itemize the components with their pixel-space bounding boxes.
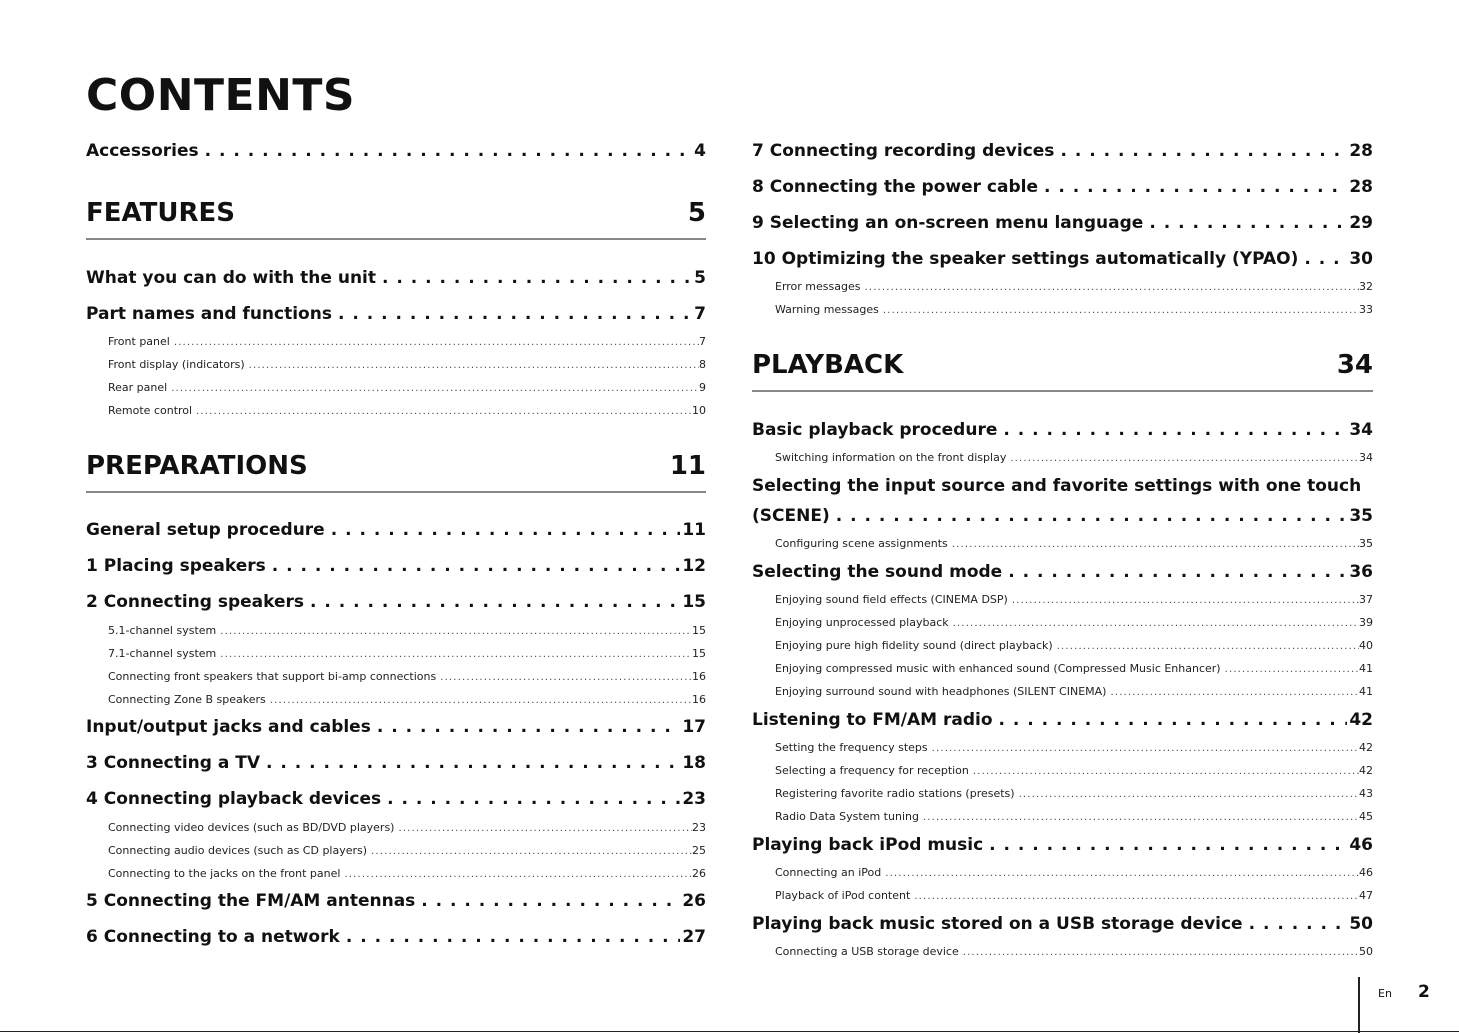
toc-subentry-title: Connecting an iPod (775, 866, 882, 879)
toc-entry[interactable] (86, 891, 706, 911)
toc-subentry-title: Connecting to the jacks on the front panel (108, 867, 341, 880)
toc-entry-page: 28 (1349, 141, 1373, 161)
toc-entry[interactable] (86, 717, 706, 737)
toc-entry-accessories[interactable] (86, 141, 706, 161)
toc-subentry-page: 23 (692, 821, 706, 834)
toc-entry[interactable] (86, 304, 706, 324)
toc-entry-title: 10 Optimizing the speaker settings automatically (YPAO) (752, 249, 1299, 269)
section-title: FEATURES (86, 198, 235, 228)
toc-subentry-title: Enjoying sound field effects (CINEMA DSP) (775, 593, 1008, 606)
toc-entry-title: Playing back music stored on a USB storage device (752, 914, 1243, 934)
section-header-features (86, 198, 706, 240)
toc-subentry-page: 16 (692, 693, 706, 706)
toc-entry-page: 18 (682, 753, 706, 773)
toc-entry-title: 2 Connecting speakers (86, 592, 305, 612)
toc-entry[interactable] (752, 141, 1373, 161)
footer-rule (0, 1031, 1459, 1032)
toc-entry-page: 34 (1349, 420, 1373, 440)
footer-language: En (1378, 987, 1392, 1000)
toc-subentry-title: Connecting a USB storage device (775, 945, 959, 958)
toc-subentry-page: 35 (1359, 537, 1373, 550)
toc-subentry-page: 16 (692, 670, 706, 683)
toc-subentry-page: 33 (1359, 303, 1373, 316)
toc-entry-title: 8 Connecting the power cable (752, 177, 1038, 197)
toc-subentry[interactable] (108, 867, 706, 880)
section-header-preparations (86, 451, 706, 493)
toc-subentry-title: Playback of iPod content (775, 889, 911, 902)
toc-subentry-page: 15 (692, 647, 706, 660)
toc-subentry[interactable] (108, 670, 706, 683)
toc-subentry-page: 47 (1359, 889, 1373, 902)
toc-entry-page: 5 (694, 268, 706, 288)
toc-subentry[interactable] (108, 647, 706, 660)
toc-entry[interactable] (752, 177, 1373, 197)
toc-subentry-page: 45 (1359, 810, 1373, 823)
toc-subentry[interactable] (108, 335, 706, 348)
toc-entry-page: 23 (682, 789, 706, 809)
toc-subentry-page: 41 (1359, 662, 1373, 675)
toc-subentry-title: Connecting Zone B speakers (108, 693, 266, 706)
toc-entry-title-line1[interactable]: Selecting the input source and favorite settings with one touch (752, 476, 1362, 496)
footer-divider (1358, 977, 1360, 1033)
toc-entry-title: 7 Connecting recording devices (752, 141, 1055, 161)
toc-entry-title: 9 Selecting an on-screen menu language (752, 213, 1144, 233)
toc-entry-title: Accessories (86, 141, 199, 161)
toc-entry-page: 42 (1349, 710, 1373, 730)
toc-subentry-title: Registering favorite radio stations (presets) (775, 787, 1015, 800)
toc-subentry[interactable] (108, 404, 706, 417)
toc-subentry[interactable] (775, 303, 1373, 316)
toc-subentry-title: Error messages (775, 280, 861, 293)
toc-entry[interactable] (752, 420, 1373, 440)
toc-entry-page: 46 (1349, 835, 1373, 855)
toc-subentry-page: 43 (1359, 787, 1373, 800)
toc-entry-page: 50 (1349, 914, 1373, 934)
toc-subentry[interactable] (775, 662, 1373, 675)
toc-subentry-page: 37 (1359, 593, 1373, 606)
toc-subentry[interactable] (108, 844, 706, 857)
toc-entry-title: What you can do with the unit (86, 268, 377, 288)
toc-subentry-title: 5.1-channel system (108, 624, 217, 637)
toc-subentry-title: Enjoying pure high fidelity sound (direct playback) (775, 639, 1053, 652)
toc-subentry-title: Warning messages (775, 303, 879, 316)
toc-subentry-page: 41 (1359, 685, 1373, 698)
section-title: PREPARATIONS (86, 451, 308, 481)
toc-subentry-page: 34 (1359, 451, 1373, 464)
section-page: 11 (669, 451, 706, 481)
toc-subentry[interactable] (775, 945, 1373, 958)
toc-entry[interactable] (752, 562, 1373, 582)
toc-entry-page: 35 (1349, 506, 1373, 526)
toc-entry[interactable] (86, 753, 706, 773)
toc-entry[interactable] (752, 506, 1373, 526)
toc-entry[interactable] (752, 213, 1373, 233)
toc-entry-title: 1 Placing speakers (86, 556, 266, 576)
section-header-playback (752, 350, 1373, 392)
toc-subentry[interactable] (775, 280, 1373, 293)
toc-subentry-title: Setting the frequency steps (775, 741, 928, 754)
toc-subentry-title: Enjoying unprocessed playback (775, 616, 949, 629)
toc-subentry-title: Connecting video devices (such as BD/DVD players) (108, 821, 395, 834)
toc-subentry[interactable] (775, 639, 1373, 652)
toc-subentry-title: Enjoying compressed music with enhanced sound (Compressed Music Enhancer) (775, 662, 1221, 675)
toc-subentry[interactable] (108, 358, 706, 371)
toc-entry[interactable] (86, 520, 706, 540)
toc-subentry-page: 50 (1359, 945, 1373, 958)
toc-subentry[interactable] (108, 624, 706, 637)
toc-subentry-page: 40 (1359, 639, 1373, 652)
toc-entry-page: 28 (1349, 177, 1373, 197)
toc-subentry-page: 7 (699, 335, 706, 348)
toc-subentry-title: Enjoying surround sound with headphones (SILENT CINEMA) (775, 685, 1107, 698)
toc-subentry[interactable] (108, 381, 706, 394)
toc-subentry-title: Connecting audio devices (such as CD players) (108, 844, 368, 857)
toc-entry[interactable] (86, 592, 706, 612)
toc-subentry[interactable] (775, 537, 1373, 550)
toc-subentry[interactable] (775, 866, 1373, 879)
toc-subentry-page: 15 (692, 624, 706, 637)
toc-subentry[interactable] (775, 787, 1373, 800)
toc-entry[interactable] (86, 789, 706, 809)
toc-subentry-page: 46 (1359, 866, 1373, 879)
toc-subentry[interactable] (775, 685, 1373, 698)
toc-entry-page: 26 (682, 891, 706, 911)
toc-subentry[interactable] (775, 451, 1373, 464)
toc-subentry-title: Switching information on the front display (775, 451, 1007, 464)
toc-entry-title: 5 Connecting the FM/AM antennas (86, 891, 416, 911)
toc-entry[interactable] (86, 268, 706, 288)
toc-subentry[interactable] (775, 810, 1373, 823)
toc-subentry[interactable] (775, 764, 1373, 777)
toc-entry-title: General setup procedure (86, 520, 325, 540)
section-page: 34 (1336, 350, 1373, 380)
toc-subentry-page: 42 (1359, 741, 1373, 754)
toc-entry-page: 29 (1349, 213, 1373, 233)
toc-entry-title: 3 Connecting a TV (86, 753, 261, 773)
toc-subentry[interactable] (775, 616, 1373, 629)
toc-subentry-title: Front panel (108, 335, 170, 348)
footer-page-number: 2 (1418, 982, 1430, 1002)
toc-subentry-page: 39 (1359, 616, 1373, 629)
toc-entry-page: 30 (1349, 249, 1373, 269)
toc-entry-page: 15 (682, 592, 706, 612)
toc-entry[interactable] (86, 556, 706, 576)
toc-entry-title: Part names and functions (86, 304, 332, 324)
toc-subentry-page: 25 (692, 844, 706, 857)
toc-subentry-page: 10 (692, 404, 706, 417)
toc-entry-title: (SCENE) (752, 506, 830, 526)
section-page: 5 (687, 198, 706, 228)
toc-entry-page: 12 (682, 556, 706, 576)
toc-entry-title: Listening to FM/AM radio (752, 710, 993, 730)
toc-subentry[interactable] (775, 741, 1373, 754)
toc-entry[interactable] (752, 914, 1373, 934)
toc-entry-title: Basic playback procedure (752, 420, 998, 440)
toc-subentry[interactable] (108, 821, 706, 834)
toc-subentry-title: Remote control (108, 404, 193, 417)
toc-subentry-page: 8 (699, 358, 706, 371)
toc-subentry[interactable] (775, 889, 1373, 902)
toc-subentry-title: 7.1-channel system (108, 647, 217, 660)
toc-subentry-page: 26 (692, 867, 706, 880)
toc-subentry[interactable] (108, 693, 706, 706)
toc-subentry-title: Front display (indicators) (108, 358, 245, 371)
toc-entry-page: 36 (1349, 562, 1373, 582)
toc-entry[interactable] (752, 835, 1373, 855)
toc-entry-page: 27 (682, 927, 706, 947)
toc-subentry-title: Selecting a frequency for reception (775, 764, 969, 777)
toc-subentry-title: Connecting front speakers that support bi-amp connections (108, 670, 437, 683)
toc-subentry-page: 32 (1359, 280, 1373, 293)
page-title: CONTENTS (86, 70, 356, 121)
toc-subentry-title: Rear panel (108, 381, 168, 394)
toc-entry-page: 4 (694, 141, 706, 161)
toc-entry-page: 7 (694, 304, 706, 324)
toc-entry-title: 6 Connecting to a network (86, 927, 340, 947)
toc-entry[interactable] (752, 249, 1373, 269)
toc-subentry-title: Radio Data System tuning (775, 810, 919, 823)
toc-entry-title: 4 Connecting playback devices (86, 789, 382, 809)
toc-entry-page: 11 (682, 520, 706, 540)
toc-subentry-page: 9 (699, 381, 706, 394)
toc-subentry[interactable] (775, 593, 1373, 606)
toc-entry-title: Playing back iPod music (752, 835, 984, 855)
toc-entry[interactable] (86, 927, 706, 947)
toc-subentry-title: Configuring scene assignments (775, 537, 948, 550)
toc-subentry-page: 42 (1359, 764, 1373, 777)
section-title: PLAYBACK (752, 350, 904, 380)
toc-entry-title: Input/output jacks and cables (86, 717, 371, 737)
toc-entry-title: Selecting the sound mode (752, 562, 1003, 582)
toc-entry[interactable] (752, 710, 1373, 730)
toc-entry-page: 17 (682, 717, 706, 737)
